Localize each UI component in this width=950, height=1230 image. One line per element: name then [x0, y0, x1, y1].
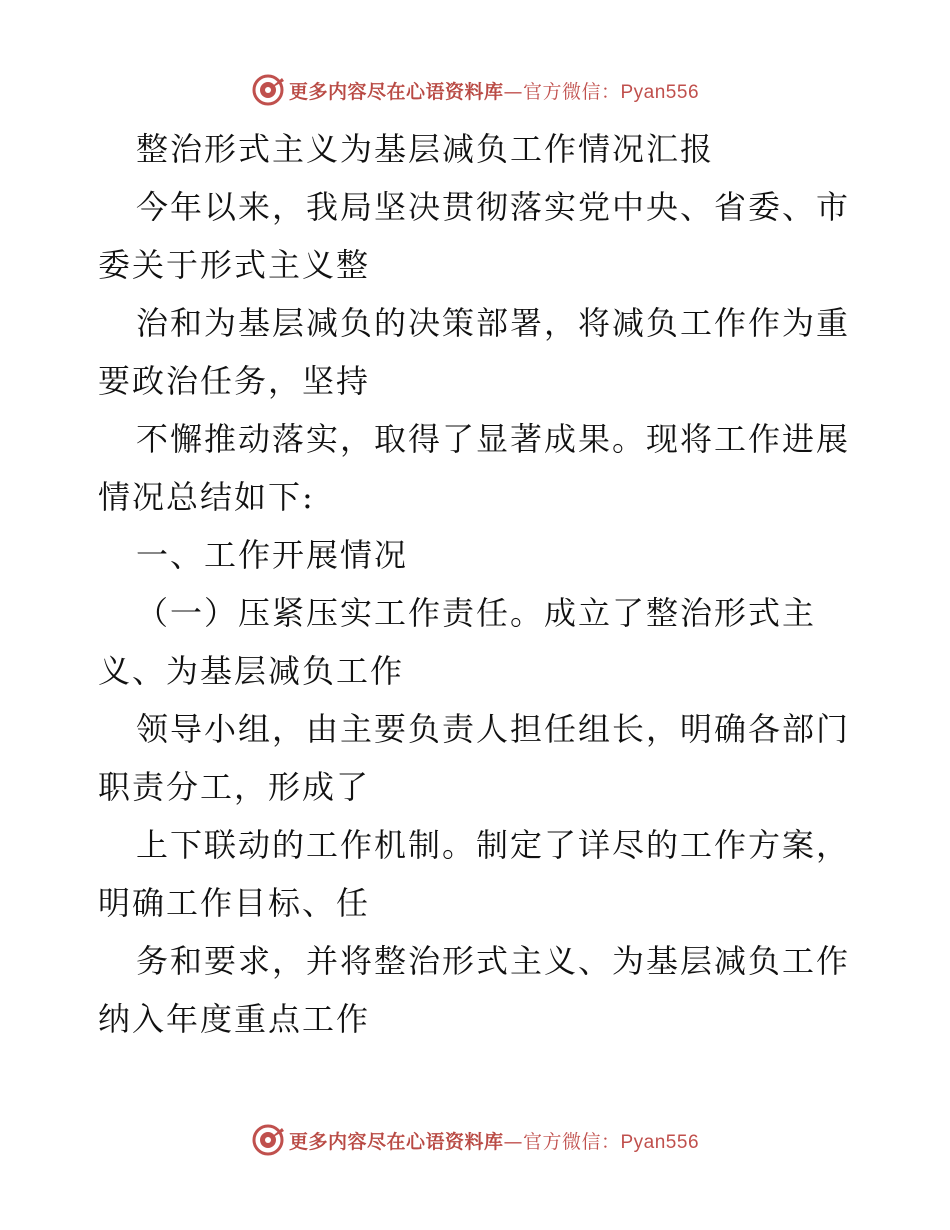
- paragraph-line: （一）压紧压实工作责任。成立了整治形式主: [136, 594, 817, 632]
- document-body: [98, 120, 858, 1048]
- section-heading: 一、工作开展情况: [136, 536, 409, 574]
- watermark-separator: —: [503, 80, 523, 103]
- paragraph-line: 纳入年度重点工作: [98, 1000, 371, 1038]
- paragraph-line: 不懈推动落实，取得了显著成果。现将工作进展: [136, 420, 851, 458]
- watermark-wechat-label: 官方微信：: [522, 80, 621, 103]
- paragraph-line: 要政治任务，坚持: [98, 362, 371, 400]
- pen-logo-icon: [251, 1123, 285, 1157]
- paragraph-line: 明确工作目标、任: [98, 884, 371, 922]
- paragraph-line: 情况总结如下:: [98, 478, 315, 516]
- footer-watermark: [0, 1120, 950, 1160]
- paragraph-line: 务和要求，并将整治形式主义、为基层减负工作: [136, 942, 851, 980]
- watermark-wechat-label: 官方微信：: [522, 1130, 621, 1153]
- paragraph-line: 职责分工，形成了: [98, 768, 371, 806]
- watermark-text: [289, 77, 699, 104]
- paragraph-line: 义、为基层减负工作: [98, 652, 405, 690]
- watermark-text: [289, 1127, 699, 1154]
- paragraph-line: 领导小组，由主要负责人担任组长，明确各部门: [136, 710, 851, 748]
- header-watermark: [0, 70, 950, 110]
- watermark-brand: 更多内容尽在心语资料库: [288, 80, 504, 103]
- document-title: 整治形式主义为基层减负工作情况汇报: [136, 130, 715, 168]
- paragraph-line: 委关于形式主义整: [98, 246, 371, 284]
- paragraph-line: 今年以来，我局坚决贯彻落实党中央、省委、市: [136, 188, 851, 226]
- watermark-brand: 更多内容尽在心语资料库: [288, 1130, 504, 1153]
- watermark-wechat-id: Pyan556: [620, 1131, 700, 1153]
- watermark-separator: —: [503, 1130, 523, 1153]
- paragraph-line: 上下联动的工作机制。制定了详尽的工作方案，: [136, 826, 851, 864]
- paragraph-line: 治和为基层减负的决策部署，将减负工作作为重: [136, 304, 851, 342]
- watermark-wechat-id: Pyan556: [620, 81, 700, 103]
- pen-logo-icon: [251, 73, 285, 107]
